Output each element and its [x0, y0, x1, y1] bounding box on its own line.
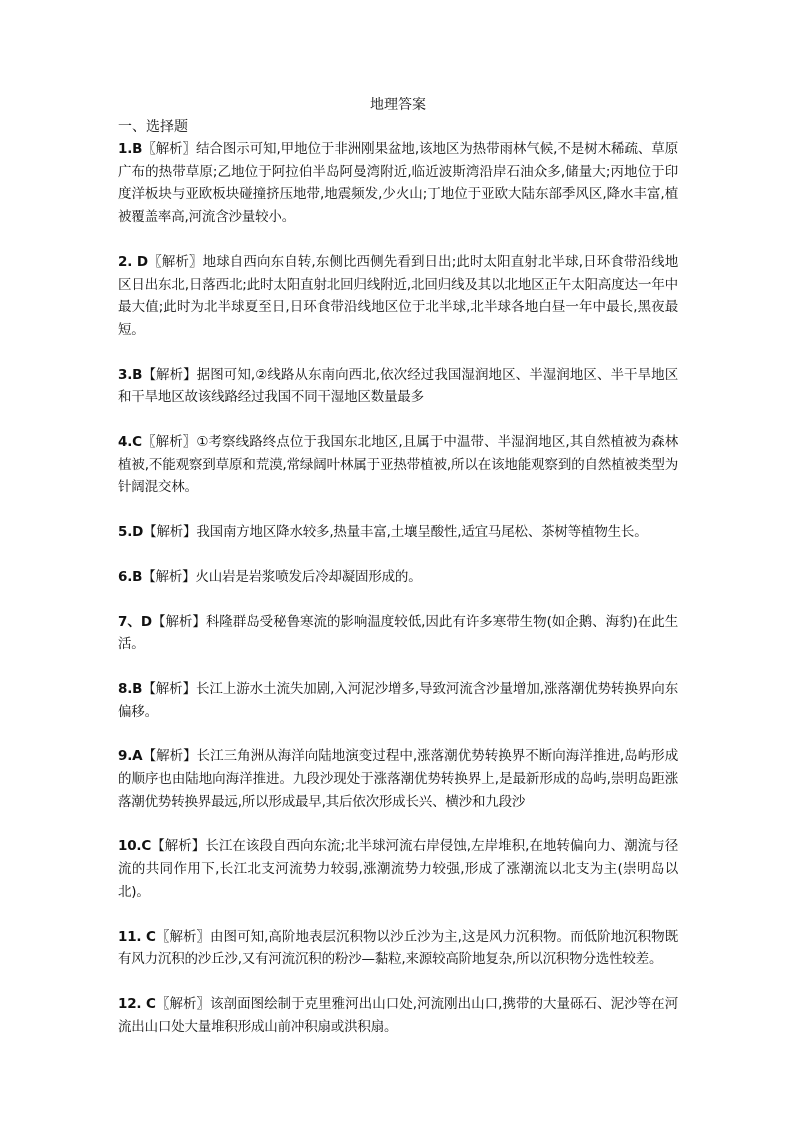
answer-number: 7、D [118, 613, 152, 630]
answer-explanation: 〖解析〗结合图示可知,甲地位于非洲刚果盆地,该地区为热带雨林气候,不是树木稀疏、草原广布的热带草原;乙地位于阿拉伯半岛阿曼湾附近,临近波斯湾沿岸石油众多,储量大;丙地位于印度洋板块与亚欧板块碰撞挤压地带,地震频发,少火山;丁地位于亚欧大陆东部季风区,降水丰富,植被覆盖率高,河流含沙量较小。 [118, 141, 678, 226]
answer-number: 1.B [118, 141, 143, 157]
document-page [118, 94, 678, 1060]
answer-explanation: 〖解析〗由图可知,高阶地表层沉积物以沙丘沙为主,这是风力沉积物。而低阶地沉积物既有风力沉积的沙丘沙,又有河流沉积的粉沙—黏粒,来源较高阶地复杂,所以沉积物分选性较差。 [118, 928, 678, 968]
answer-number: 12. C [118, 995, 156, 1012]
answer-number: 6.B [118, 568, 143, 585]
section-heading: 一、选择题 [118, 119, 188, 135]
answer-number: 5.D [118, 524, 144, 541]
answer-number: 8.B [118, 680, 143, 697]
answer-item [118, 611, 678, 656]
answer-item [118, 251, 678, 342]
answer-number: 9.A [118, 748, 143, 765]
answer-item [118, 566, 678, 589]
answer-explanation: 〖解析〗①考察线路终点位于我国东北地区,且属于中温带、半湿润地区,其自然植被为森林植被,不能观察到草原和荒漠,常绿阔叶林属于亚热带植被,所以在该地能观察到的自然植被类型为针阔混交林。 [118, 434, 678, 496]
answer-number: 2. D [118, 253, 148, 270]
answer-explanation: 【解析】科隆群岛受秘鲁寒流的影响温度较低,因此有许多寒带生物(如企鹅、海豹)在此生活。 [118, 613, 679, 653]
document-title: 地理答案 [370, 97, 426, 113]
answer-number: 4.C [118, 434, 142, 451]
answer-explanation: 〖解析〗该剖面图绘制于克里雅河出山口处,河流刚出山口,携带的大量砾石、泥沙等在河流出山口处大量堆积形成山前冲积扇或洪积扇。 [118, 995, 678, 1035]
answer-number: 3.B [118, 366, 143, 383]
answer-number: 11. C [118, 928, 156, 945]
answer-item [118, 745, 678, 813]
answer-item [118, 678, 678, 723]
answer-item [118, 431, 678, 499]
answer-list [118, 138, 678, 1038]
answer-item [118, 521, 678, 544]
answer-explanation: 【解析】我国南方地区降水较多,热量丰富,土壤呈酸性,适宜马尾松、茶树等植物生长。 [143, 524, 648, 541]
answer-item [118, 364, 678, 409]
answer-explanation: 【解析】火山岩是岩浆喷发后冷却凝固形成的。 [142, 568, 422, 585]
answer-item [118, 138, 678, 229]
answer-item [118, 926, 678, 971]
answer-explanation: 〖解析〗地球自西向东自转,东侧比西侧先看到日出;此时太阳直射北半球,日环食带沿线地区日出东北,日落西北;此时太阳直射北回归线附近,北回归线及其以北地区正午太阳高度达一年中最大值;此时为北半球夏至日,日环食带沿线地区位于北半球,北半球各地白昼一年中最长,黑夜最短。 [118, 253, 678, 338]
answer-explanation: 【解析】长江上游水土流失加剧,入河泥沙增多,导致河流含沙量增加,涨落潮优势转换界向东偏移。 [118, 680, 678, 720]
answer-explanation: 【解析】长江在该段自西向东流;北半球河流右岸侵蚀,左岸堆积,在地转偏向力、潮流与径流的共同作用下,长江北支河流势力较弱,涨潮流势力较强,形成了涨潮流以北支为主(崇明岛以北)。 [118, 838, 678, 900]
answer-number: 10.C [118, 838, 152, 855]
answer-explanation: 【解析】据图可知,②线路从东南向西北,依次经过我国湿润地区、半湿润地区、半干旱地区和干旱地区故该线路经过我国不同干湿地区数量最多 [118, 366, 678, 406]
answer-explanation: 【解析】长江三角洲从海洋向陆地演变过程中,涨落潮优势转换界不断向海洋推进,岛屿形成的顺序也由陆地向海洋推进。九段沙现处于涨落潮优势转换界上,是最新形成的岛屿,崇明岛距涨落潮优势转换界最远,所以形成最早,其后依次形成长兴、横沙和九段沙 [118, 748, 678, 810]
answer-item [118, 993, 678, 1038]
answer-item [118, 835, 678, 903]
